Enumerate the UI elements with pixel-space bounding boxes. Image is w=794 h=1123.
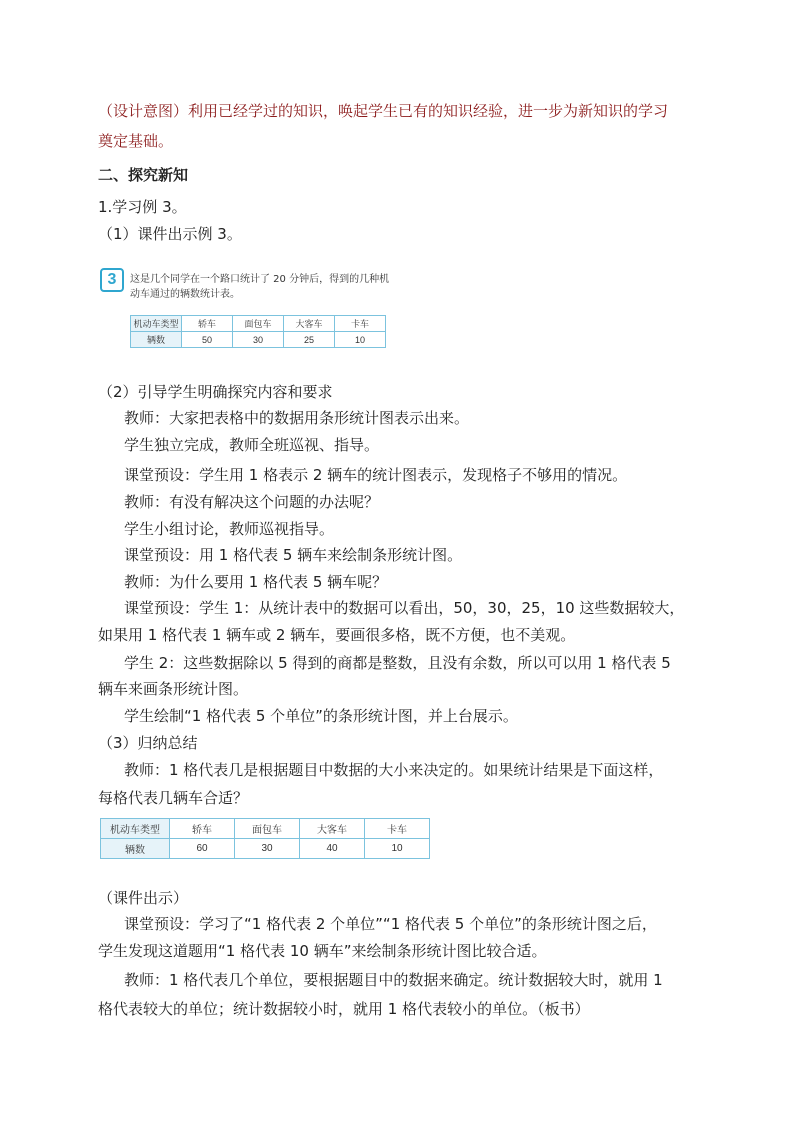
- paragraph: 教师：1 格代表几个单位，要根据题目中的数据来确定。统计数据较大时，就用 1: [124, 971, 663, 989]
- table-cell: 轿车: [170, 819, 235, 839]
- paragraph: 学生 2：这些数据除以 5 得到的商都是整数，且没有余数，所以可以用 1 格代表 5: [124, 654, 671, 672]
- table-header-row: [131, 316, 386, 332]
- example-text-line-2: 动车通过的辆数统计表。: [130, 289, 240, 300]
- table-row: [131, 332, 386, 348]
- table-cell: 机动车类型: [101, 819, 170, 839]
- table-cell: 大客车: [284, 316, 335, 332]
- step-2-heading: （2）引导学生明确探究内容和要求: [98, 383, 333, 401]
- paragraph-continued: 学生发现这道题用“1 格代表 10 辆车”来绘制条形统计图比较合适。: [98, 942, 547, 960]
- paragraph: 教师：大家把表格中的数据用条形统计图表示出来。: [124, 409, 470, 427]
- item-1-heading: 1.学习例 3。: [98, 198, 187, 216]
- table-cell: 卡车: [365, 819, 430, 839]
- table-cell: 40: [300, 839, 365, 859]
- paragraph-continued: 辆车来画条形统计图。: [98, 680, 249, 698]
- paragraph: 学生独立完成，教师全班巡视、指导。: [124, 436, 380, 454]
- step-3-heading: （3）归纳总结: [98, 734, 198, 752]
- table-cell: 10: [365, 839, 430, 859]
- section-heading: 二、探究新知: [98, 166, 189, 184]
- table-cell: 大客车: [300, 819, 365, 839]
- table-cell: 面包车: [233, 316, 284, 332]
- table-cell: 机动车类型: [131, 316, 182, 332]
- table-cell: 50: [182, 332, 233, 348]
- paragraph: 课堂预设：学生用 1 格表示 2 辆车的统计图表示，发现格子不够用的情况。: [124, 466, 628, 484]
- table-cell: 轿车: [182, 316, 233, 332]
- table-cell: 30: [235, 839, 300, 859]
- courseware-note: （课件出示）: [98, 889, 189, 907]
- paragraph-continued: 每格代表几辆车合适？: [98, 789, 249, 807]
- table-header-row: [101, 819, 430, 839]
- paragraph: 学生绘制“1 格代表 5 个单位”的条形统计图，并上台展示。: [124, 707, 518, 725]
- statistics-table: [100, 818, 430, 859]
- paragraph: 教师：1 格代表几是根据题目中数据的大小来决定的。如果统计结果是下面这样，: [124, 761, 664, 779]
- example-number-badge: 3: [100, 268, 124, 292]
- table-cell: 10: [335, 332, 386, 348]
- example-text-line-1: 这是几个同学在一个路口统计了 20 分钟后，得到的几种机: [130, 274, 390, 285]
- table-cell: 辆数: [101, 839, 170, 859]
- example-table: [130, 315, 386, 348]
- paragraph: 课堂预设：学习了“1 格代表 2 个单位”“1 格代表 5 个单位”的条形统计图之后，: [124, 915, 657, 933]
- table-row: [101, 839, 430, 859]
- design-intent-line-2: 奠定基础。: [98, 132, 174, 150]
- paragraph: 学生小组讨论，教师巡视指导。: [124, 520, 335, 538]
- paragraph: 教师：为什么要用 1 格代表 5 辆车呢？: [124, 573, 388, 591]
- table-cell: 卡车: [335, 316, 386, 332]
- paragraph: 课堂预设：用 1 格代表 5 辆车来绘制条形统计图。: [124, 546, 463, 564]
- design-intent-line-1: （设计意图）利用已经学过的知识，唤起学生已有的知识经验，进一步为新知识的学习: [98, 102, 669, 120]
- paragraph: 课堂预设：学生 1：从统计表中的数据可以看出，50，30，25，10 这些数据较大，: [124, 599, 685, 617]
- step-1-heading: （1）课件出示例 3。: [98, 225, 242, 243]
- table-cell: 辆数: [131, 332, 182, 348]
- paragraph: 教师：有没有解决这个问题的办法呢？: [124, 493, 380, 511]
- table-cell: 30: [233, 332, 284, 348]
- paragraph-continued: 如果用 1 格代表 1 辆车或 2 辆车，要画很多格，既不方便，也不美观。: [98, 626, 576, 644]
- paragraph-continued: 格代表较大的单位；统计数据较小时，就用 1 格代表较小的单位。（板书）: [98, 1000, 590, 1018]
- table-cell: 60: [170, 839, 235, 859]
- table-cell: 面包车: [235, 819, 300, 839]
- table-cell: 25: [284, 332, 335, 348]
